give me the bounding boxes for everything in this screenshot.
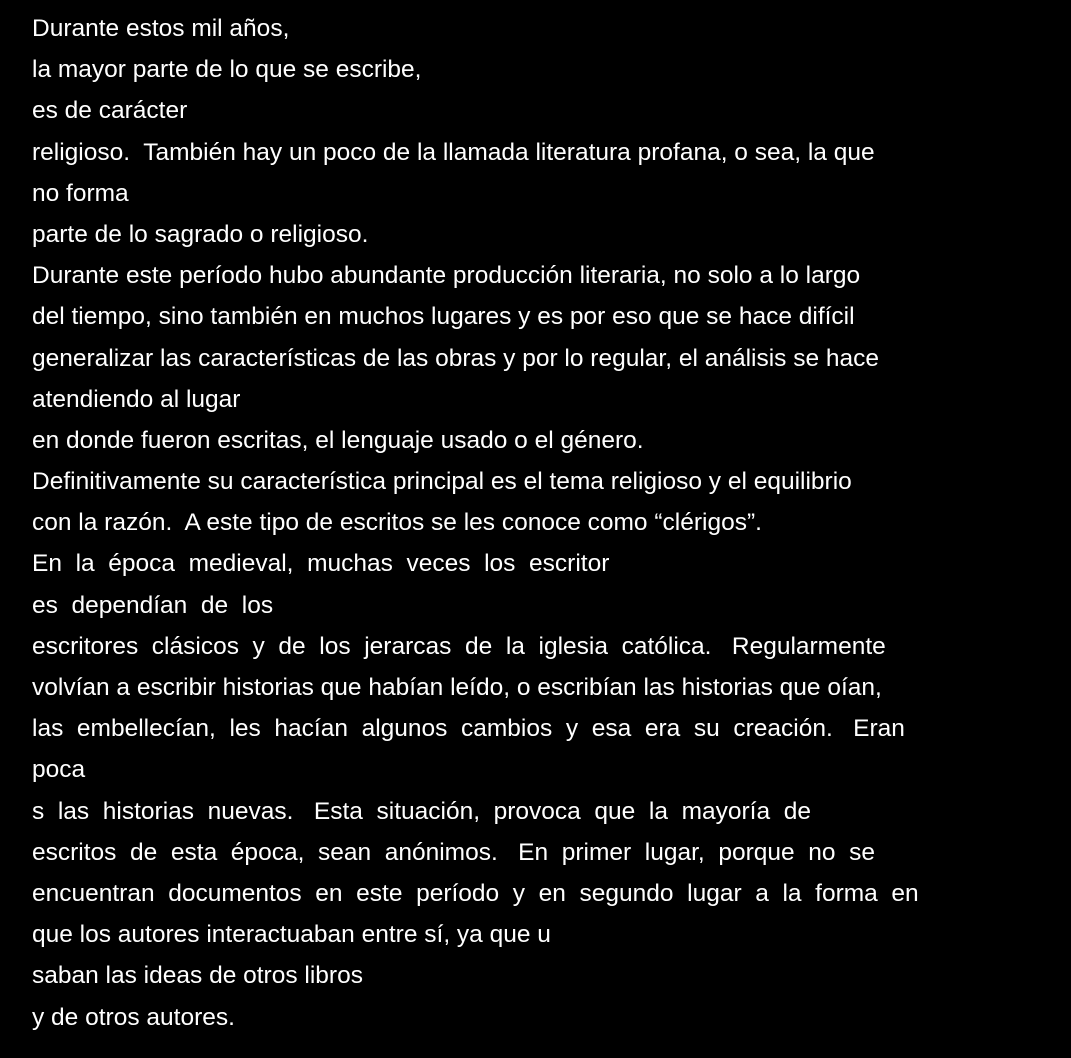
text-line: encuentran documentos en este período y en segundo lugar a la forma en	[32, 879, 919, 907]
text-line: Durante este período hubo abundante producción literaria, no solo a lo largo	[32, 262, 861, 290]
text-line: escritos de esta época, sean anónimos. En primer lugar, porque no se	[32, 838, 875, 866]
document-text	[32, 8, 1071, 1038]
text-line: del tiempo, sino también en muchos lugares y es por eso que se hace difícil	[32, 303, 855, 331]
text-line: parte de lo sagrado o religioso.	[32, 220, 369, 248]
text-line: con la razón. A este tipo de escritos se les conoce como “clérigos”.	[32, 509, 762, 537]
text-line: atendiendo al lugar	[32, 385, 241, 413]
text-line: no forma	[32, 179, 129, 207]
text-line: las embellecían, les hacían algunos cambios y esa era su creación. Eran	[32, 715, 905, 743]
text-line: Durante estos mil años,	[32, 15, 290, 42]
text-line: generalizar las características de las obras y por lo regular, el análisis se hace	[32, 344, 880, 372]
text-line: s las historias nuevas. Esta situación, provoca que la mayoría de	[32, 797, 811, 825]
text-line: volvían a escribir historias que habían leído, o escribían las historias que oían,	[32, 674, 882, 701]
text-line: religioso. También hay un poco de la llamada literatura profana, o sea, la que	[32, 138, 875, 166]
text-line: la mayor parte de lo que se escribe,	[32, 56, 422, 84]
text-line: saban las ideas de otros libros	[32, 962, 363, 990]
text-line: es de carácter	[32, 97, 188, 125]
text-line: es dependían de los	[32, 591, 274, 619]
text-line: En la época medieval, muchas veces los escritor	[32, 550, 610, 578]
text-line: en donde fueron escritas, el lenguaje usado o el género.	[32, 426, 644, 454]
text-line: poca	[32, 756, 86, 784]
text-line: que los autores interactuaban entre sí, ya que u	[32, 921, 551, 949]
text-line: escritores clásicos y de los jerarcas de la iglesia católica. Regularmente	[32, 632, 886, 660]
text-line: Definitivamente su característica principal es el tema religioso y el equilibrio	[32, 468, 852, 496]
text-line: y de otros autores.	[32, 1003, 235, 1031]
